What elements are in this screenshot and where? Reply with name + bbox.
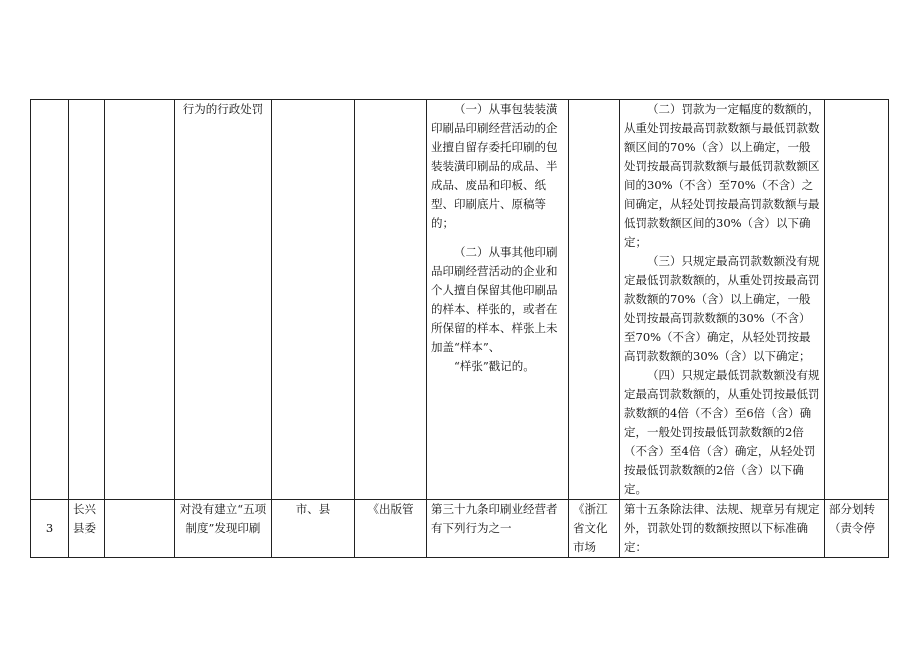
cell-blank bbox=[105, 100, 175, 500]
cell-provision bbox=[427, 100, 569, 500]
cell-note: 部分划转（责令停 bbox=[825, 500, 889, 558]
document-table-wrapper bbox=[30, 99, 888, 558]
provision-paragraph: （一）从事包装装潢印刷品印刷经营活动的企业擅自留存委托印刷的包装装潢印刷品的成品、半成品、废品和印板、纸型、印刷底片、原稿等的； bbox=[431, 102, 558, 230]
provision-paragraph: （二）从事其他印刷品印刷经营活动的企业和个人擅自保留其他印刷品的样本、样张的，或者在所保留的样本、样张上未加盖“样本”、 bbox=[431, 245, 558, 354]
cell-level bbox=[272, 100, 355, 500]
standard-paragraph: （二）罚款为一定幅度的数额的，从重处罚按最高罚款数额与最低罚款数额区间的70%（含）以上确定，一般处罚按最高罚款数额与最低罚款数额区间的30%（不含）至70%（不含）之间确定，从轻处罚按最高罚款数额与最低罚款数额区间的30%（含）以下确定； bbox=[624, 102, 820, 249]
cell-provision: 第三十九条印刷业经营者有下列行为之一 bbox=[427, 500, 569, 558]
cell-standard bbox=[620, 100, 825, 500]
cell-regulation: 《浙江省文化市场 bbox=[569, 500, 620, 558]
cell-index: 3 bbox=[31, 500, 69, 558]
cell-basis: 《出版管 bbox=[355, 500, 427, 558]
penalty-table bbox=[30, 99, 889, 558]
cell-standard: 第十五条除法律、法规、规章另有规定外，罚款处罚的数额按照以下标准确定： bbox=[620, 500, 825, 558]
cell-unit: 长兴县委 bbox=[69, 500, 105, 558]
table-row bbox=[31, 100, 889, 500]
cell-unit bbox=[69, 100, 105, 500]
cell-note bbox=[825, 100, 889, 500]
cell-item-name: 行为的行政处罚 bbox=[175, 100, 272, 500]
standard-paragraph: （三）只规定最高罚款数额没有规定最低罚款数额的，从重处罚按最高罚款数额的70%（含）以上确定，一般处罚按最高罚款数额的30%（不含）至70%（不含）确定，从轻处罚按最高罚款数额的30%（含）以下确定； bbox=[624, 254, 820, 363]
cell-regulation bbox=[569, 100, 620, 500]
standard-paragraph: （四）只规定最低罚款数额没有规定最高罚款数额的，从重处罚按最低罚款数额的4倍（不含）至6倍（含）确定，一般处罚按最低罚款数额的2倍（不含）至4倍（含）确定，从轻处罚按最低罚款数额的2倍（含）以下确定。 bbox=[624, 368, 820, 496]
cell-level: 市、县 bbox=[272, 500, 355, 558]
cell-blank bbox=[105, 500, 175, 558]
table-row bbox=[31, 500, 889, 558]
cell-index bbox=[31, 100, 69, 500]
cell-item-name: 对没有建立“五项制度”发现印刷 bbox=[175, 500, 272, 558]
cell-basis bbox=[355, 100, 427, 500]
provision-paragraph: “样张”戳记的。 bbox=[454, 359, 535, 373]
